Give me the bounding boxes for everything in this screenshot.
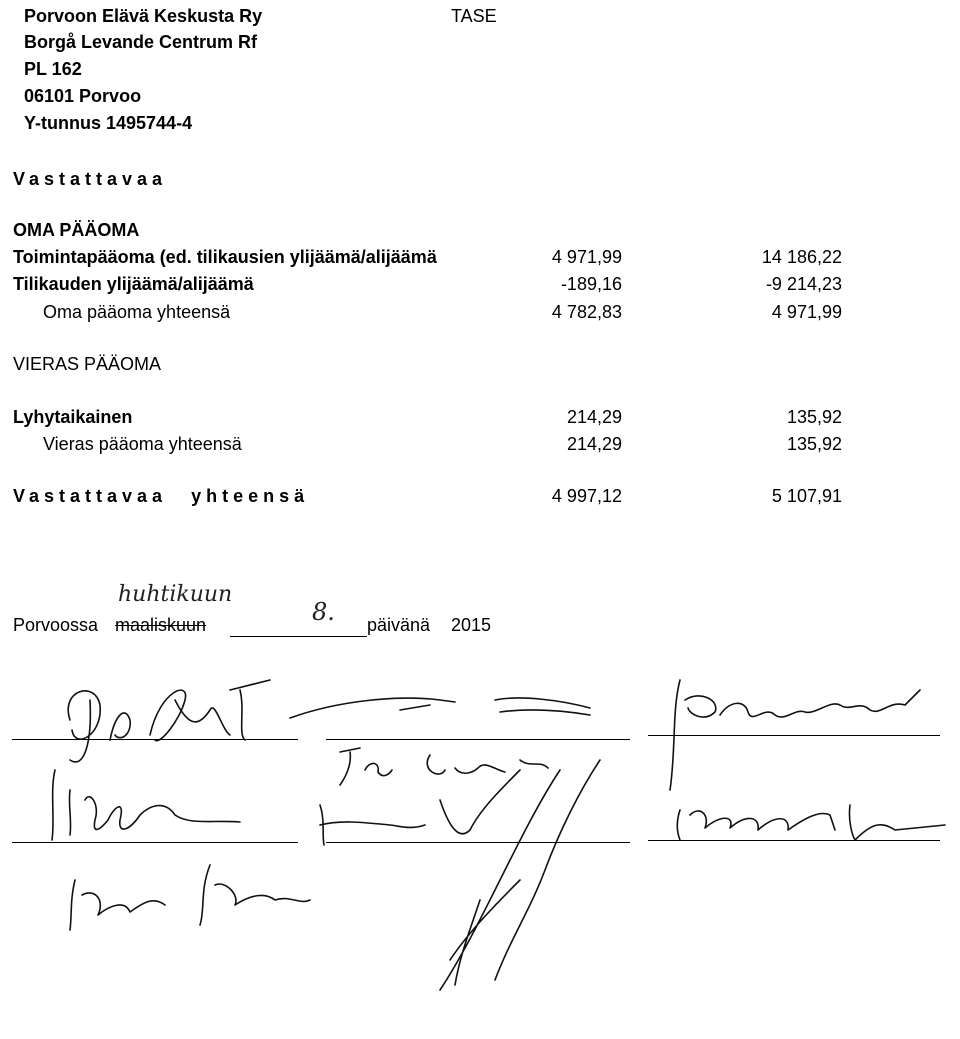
liabilities-total-label: Vieras pääoma yhteensä — [43, 434, 242, 454]
liabilities-row-current: 214,29 — [566, 407, 622, 427]
equity-row-label: Toimintapääoma (ed. tilikausien ylijäämä/alijäämä — [13, 247, 437, 267]
liabilities-row-previous: 135,92 — [786, 407, 842, 427]
signature-scribble — [340, 748, 548, 785]
signature-scribble — [52, 770, 240, 840]
section-title: Vastattavaa — [13, 169, 168, 189]
signing-year: 2015 — [451, 615, 492, 635]
liabilities-title: VIERAS PÄÄOMA — [13, 354, 162, 374]
equity-row-previous: -9 214,23 — [765, 274, 842, 294]
grand-total-current: 4 997,12 — [551, 486, 622, 506]
signing-place: Porvoossa — [13, 615, 99, 635]
org-business-id: Y-tunnus 1495744-4 — [24, 113, 193, 133]
handwritten-day: 8. — [312, 598, 335, 626]
doc-title: TASE — [451, 6, 497, 26]
handwritten-month: huhtikuun — [118, 582, 233, 607]
equity-row-previous: 14 186,22 — [761, 247, 842, 267]
liabilities-total-current: 214,29 — [566, 434, 622, 454]
org-name-sv: Borgå Levande Centrum Rf — [24, 32, 258, 52]
equity-row-current: -189,16 — [560, 274, 622, 294]
equity-total-label: Oma pääoma yhteensä — [43, 302, 231, 322]
org-name-fi: Porvoon Elävä Keskusta Ry — [24, 6, 263, 26]
grand-total-label: Vastattavaa yhteensä — [13, 486, 310, 506]
equity-row-current: 4 971,99 — [551, 247, 622, 267]
signature-scribble — [290, 698, 590, 718]
signature-scribble — [670, 680, 920, 790]
signature-scribble — [68, 680, 270, 762]
signature-scribble — [677, 805, 945, 840]
equity-title: OMA PÄÄOMA — [13, 220, 140, 240]
org-po-box: PL 162 — [24, 59, 82, 79]
signing-struck-month: maaliskuun — [115, 615, 207, 635]
signature-scribble — [70, 865, 310, 930]
equity-total-current: 4 782,83 — [551, 302, 622, 322]
signing-day-word: päivänä — [367, 615, 431, 635]
liabilities-total-previous: 135,92 — [786, 434, 842, 454]
equity-total-previous: 4 971,99 — [771, 302, 842, 322]
equity-row-label: Tilikauden ylijäämä/alijäämä — [13, 274, 254, 294]
signature-scribble — [320, 760, 600, 990]
org-postal: 06101 Porvoo — [24, 86, 142, 106]
grand-total-previous: 5 107,91 — [771, 486, 842, 506]
liabilities-row-label: Lyhytaikainen — [13, 407, 133, 427]
